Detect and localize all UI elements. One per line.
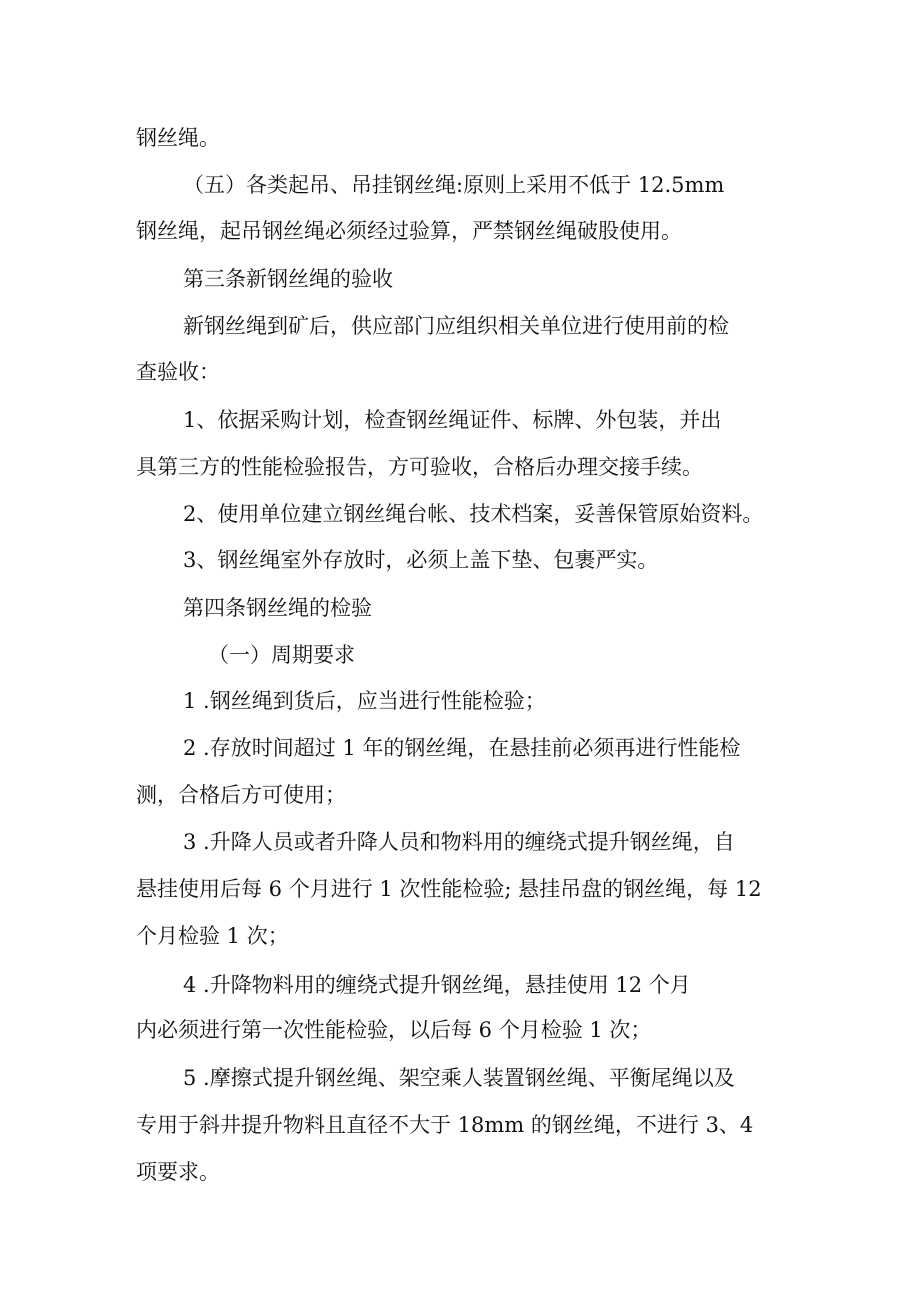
text-line-6: 查验收： bbox=[136, 360, 220, 384]
period-item-4: 4 .升降物料用的缠绕式提升钢丝绳，悬挂使用 12 个月 bbox=[183, 973, 691, 997]
period-item-3: 3 .升降人员或者升降人员和物料用的缠绕式提升钢丝绳，自 bbox=[183, 830, 735, 854]
item-2-text: 2、使用单位建立钢丝绳台帐、技术档案，妥善保管原始资料。 bbox=[183, 502, 764, 526]
text-line-15: 测，合格后方可使用； bbox=[136, 783, 346, 807]
text-line-20: 内必须进行第一次性能检验，以后每 6 个月检验 1 次； bbox=[136, 1018, 652, 1042]
item-3-text: 3、钢丝绳室外存放时，必须上盖下垫、包裹严实。 bbox=[183, 548, 659, 572]
text-line-8: 具第三方的性能检验报告，方可验收，合格后办理交接手续。 bbox=[136, 455, 703, 479]
text-line-5: 新钢丝绳到矿后，供应部门应组织相关单位进行使用前的检 bbox=[183, 314, 729, 338]
article-four-heading: 第四条钢丝绳的检验 bbox=[183, 596, 372, 620]
item-1-text: 1、依据采购计划，检查钢丝绳证件、标牌、外包装，并出 bbox=[183, 408, 722, 432]
period-item-1: 1 .钢丝绳到货后，应当进行性能检验； bbox=[183, 689, 546, 713]
text-line-23: 项要求。 bbox=[136, 1160, 220, 1184]
subsection-one-heading: （一）周期要求 bbox=[208, 643, 355, 667]
text-line-18: 个月检验 1 次； bbox=[136, 924, 289, 948]
text-line-3: 钢丝绳，起吊钢丝绳必须经过验算，严禁钢丝绳破股使用。 bbox=[136, 219, 682, 243]
period-item-5: 5 .摩擦式提升钢丝绳、架空乘人装置钢丝绳、平衡尾绳以及 bbox=[183, 1066, 735, 1090]
article-three-heading: 第三条新钢丝绳的验收 bbox=[183, 267, 393, 291]
section-five-text: （五）各类起吊、吊挂钢丝绳:原则上采用不低于 12.5mm bbox=[183, 173, 725, 197]
period-item-2: 2 .存放时间超过 1 年的钢丝绳，在悬挂前必须再进行性能检 bbox=[183, 736, 741, 760]
text-line-1: 钢丝绳。 bbox=[136, 126, 220, 150]
text-line-17: 悬挂使用后每 6 个月进行 1 次性能检验; 悬挂吊盘的钢丝绳，每 12 bbox=[136, 877, 762, 901]
text-line-22: 专用于斜井提升物料且直径不大于 18mm 的钢丝绳，不进行 3、4 bbox=[136, 1113, 754, 1137]
